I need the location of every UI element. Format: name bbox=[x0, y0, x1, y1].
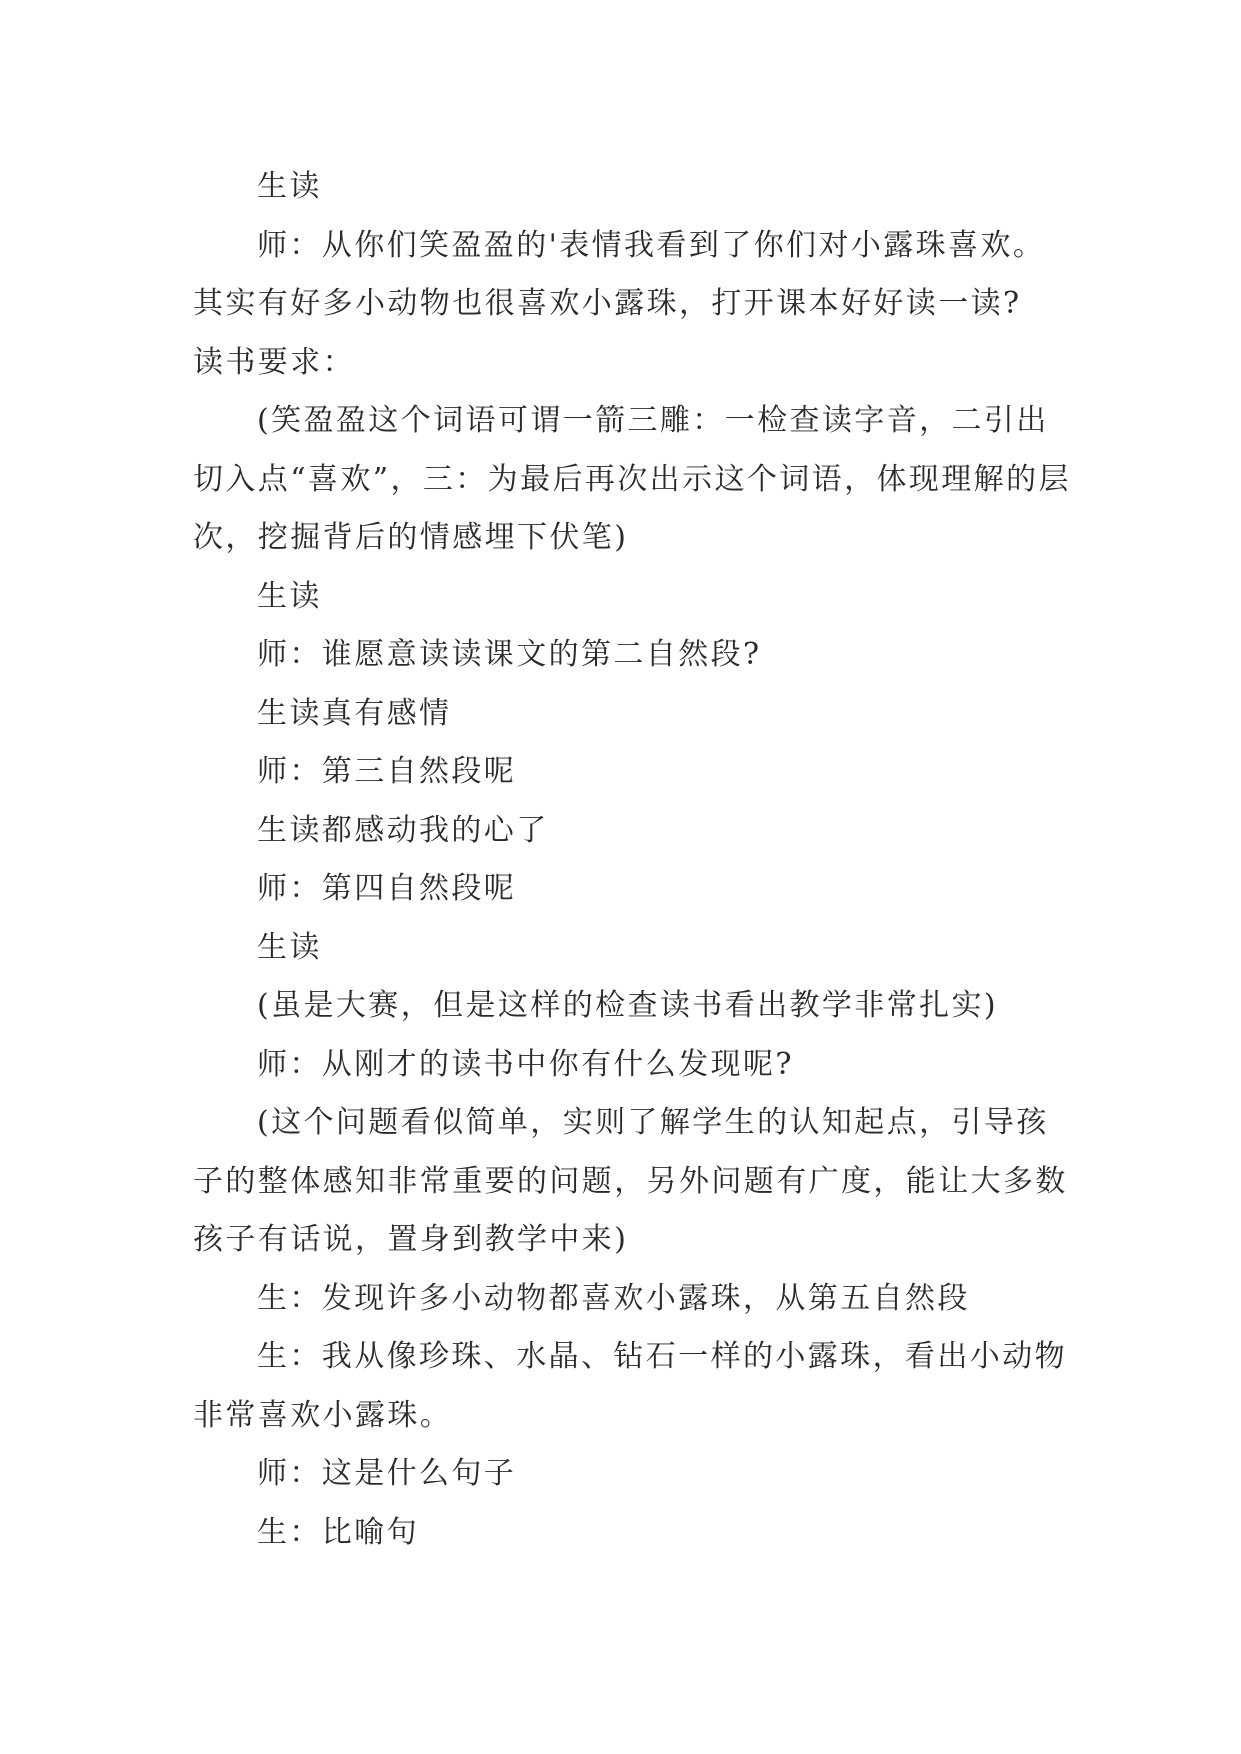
paragraph: 生读 bbox=[257, 578, 322, 614]
paragraph: 生读都感动我的心了 bbox=[257, 812, 549, 848]
paragraph: 师：这是什么句子 bbox=[257, 1456, 517, 1491]
paragraph: 生：比喻句 bbox=[257, 1514, 419, 1550]
paragraph: 生读 bbox=[257, 929, 322, 965]
paragraph: 生：我从像珍珠、水晶、钻石一样的小露珠，看出小动物非常喜欢小露珠。 bbox=[193, 1339, 1067, 1433]
paragraph: 其实有好多小动物也很喜欢小露珠，打开课本好好读一读? bbox=[193, 286, 1022, 321]
paragraph: (这个问题看似简单，实则了解学生的认知起点，引导孩子的整体感知非常重要的问题，另外问题有广度，能让大多数孩子有话说，置身到教学中来) bbox=[193, 1105, 1068, 1257]
paragraph: (笑盈盈这个词语可谓一箭三雕：一检查读字音，二引出切入点“喜欢”，三：为最后再次出示这个词语，体现理解的层次，挖掘背后的情感埋下伏笔) bbox=[193, 403, 1071, 555]
paragraph: 师：谁愿意读读课文的第二自然段? bbox=[257, 637, 762, 672]
paragraph: 读书要求： bbox=[193, 344, 355, 380]
paragraph: (虽是大赛，但是这样的检查读书看出教学非常扎实) bbox=[257, 988, 999, 1023]
paragraph: 生读真有感情 bbox=[257, 695, 452, 731]
paragraph: 生读 bbox=[257, 169, 322, 204]
paragraph: 师：第四自然段呢 bbox=[257, 871, 517, 906]
paragraph: 师：第三自然段呢 bbox=[257, 754, 517, 789]
paragraph: 师：从刚才的读书中你有什么发现呢? bbox=[257, 1046, 794, 1082]
paragraph: 师：从你们笑盈盈的'表情我看到了你们对小露珠喜欢。 bbox=[257, 227, 1046, 263]
document-body bbox=[193, 158, 1073, 1562]
paragraph: 生：发现许多小动物都喜欢小露珠，从第五自然段 bbox=[257, 1280, 970, 1316]
